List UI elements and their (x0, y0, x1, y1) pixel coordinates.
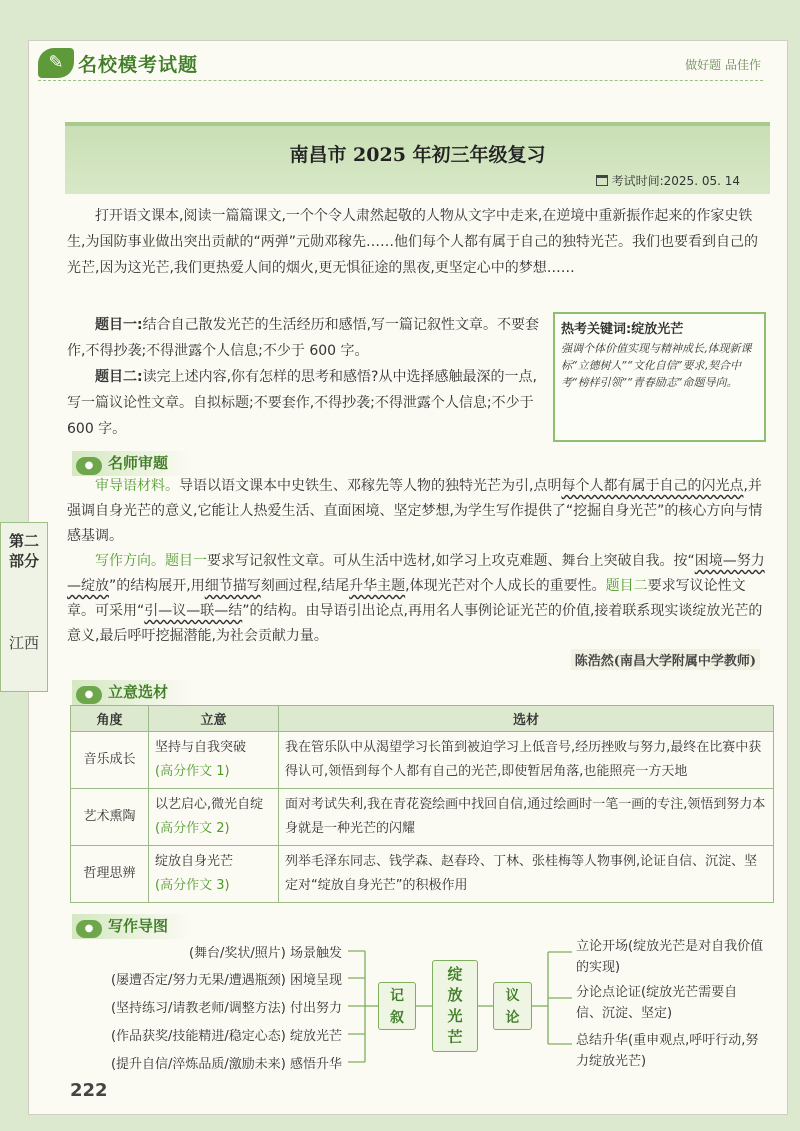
table-header-angle: 角度 (71, 706, 149, 732)
section-badge-icon: ● (76, 920, 102, 938)
mindmap-left-item (111, 969, 342, 988)
question-one-text: 结合自己散发光芒的生活经历和感悟,写一篇记叙性文章。不要套作,不得抄袭;不得泄露个人信息;不少于 600 字。 (67, 317, 540, 359)
section-mindmap-title: 写作导图 (108, 917, 169, 935)
pen-logo-icon: ✎ (38, 48, 74, 78)
review-label-material: 审导语材料。 (95, 478, 179, 494)
table-cell-angle: 音乐成长 (71, 732, 149, 789)
side-part-label: 第二部分 (8, 532, 39, 570)
review-text: ,体现光芒对个人成长的重要性。 (405, 578, 606, 594)
review-text: 要求写议论性文章。可采用“ (67, 578, 746, 619)
table-cell-angle: 艺术熏陶 (71, 789, 149, 846)
mindmap-left-item (111, 1025, 342, 1044)
exam-time-text: 考试时间:2025. 05. 14 (611, 174, 740, 188)
mindmap-detail: (提升自信/淬炼品质/激励未来) (110, 1057, 286, 1072)
table-cell-material: 列举毛泽东同志、钱学森、赵春玲、丁林、张桂梅等人物事例,论证自信、沉淀、坚定对“绽放自身光芒”的积极作用 (279, 846, 774, 903)
section-title: 名校模考试题 (78, 54, 199, 76)
review-q1-ref: 题目一 (165, 553, 207, 569)
review-text: ”的结构。由导语引出论点,再用名人事例论证光芒的价值,接着联系现实谈绽放光芒的意义,最后呼吁挖掘潜能,为社会贡献力量。 (67, 603, 763, 644)
wavy-emphasis: 困境—努力—绽放 (67, 553, 765, 594)
section-badge-icon: ● (76, 686, 102, 704)
section-badge-icon: ● (76, 457, 102, 475)
prompt-intro: 打开语文课本,阅读一篇篇课文,一个个令人肃然起敬的人物从文字中走来,在逆境中重新振作起来的作家史铁生,为国防事业做出突出贡献的“两弹”元勋邓稼先……他们每个人都有属于自己的独特光芒。我们也要看到自己的光芒,因为这光芒,我们更热爱人间的烟火,更无惧征途的黑夜,更坚定心中的梦想…… (67, 208, 758, 276)
section-review-title: 名师审题 (108, 454, 169, 472)
mindmap-stage: 场景触发 (289, 946, 342, 961)
mindmap-detail: (坚持练习/请教老师/调整方法) (110, 1001, 286, 1016)
question-one-label: 题目一: (95, 317, 143, 333)
header-slogan: 做好题 品佳作 (685, 58, 761, 72)
review-text: 导语以语文课本中史铁生、邓稼先等人物的独特光芒为引,点明 (179, 478, 562, 494)
mindmap-narrative-label: 记叙 (390, 988, 404, 1026)
section-selection-title: 立意选材 (108, 683, 169, 701)
review-text: 刻画过程,结尾 (260, 578, 350, 594)
mindmap-center-label: 绽放光芒 (447, 965, 463, 1046)
mindmap-stage: 感悟升华 (289, 1057, 342, 1072)
review-label-direction: 写作方向。 (95, 553, 165, 569)
mindmap-center-box (432, 960, 478, 1052)
mindmap-stage: 绽放光芒 (289, 1029, 342, 1044)
idea-ref: (高分作文 2) (155, 821, 230, 836)
mindmap-detail: (舞台/奖状/照片) (188, 946, 286, 961)
idea-ref: (高分作文 3) (155, 878, 230, 893)
table-cell-material: 我在管乐队中从渴望学习长笛到被迫学习上低音号,经历挫败与努力,最终在比赛中获得认可,领悟到每个人都有自己的光芒,即使暂居角落,也能照亮一方天地 (279, 732, 774, 789)
question-two-text: 读完上述内容,你有怎样的思考和感悟?从中选择感触最深的一点,写一篇议论性文章。自拟标题;不要套作,不得抄袭;不得泄露个人信息;不少于 600 字。 (67, 369, 537, 437)
mindmap-detail: (作品获奖/技能精进/稳定心态) (110, 1029, 286, 1044)
mindmap-argument-label: 议论 (505, 988, 520, 1026)
wavy-emphasis: 细节描写 (204, 578, 261, 594)
mindmap-right-item: 立论开场(绽放光芒是对自我价值的实现) (576, 939, 764, 975)
mindmap-stage: 困境呈现 (289, 973, 342, 988)
mindmap-right-item: 分论点论证(绽放光芒需要自信、沉淀、坚定) (576, 985, 738, 1021)
keyword-body: 强调个体价值实现与精神成长,体现新课标“立德树人”“文化自信”要求,契合中考“榜样引领”“青春励志”命题导向。 (561, 342, 752, 389)
review-text: ”的结构展开,用 (109, 578, 205, 594)
mindmap-left-item (111, 1053, 342, 1072)
mindmap-detail: (屡遭否定/努力无果/遭遇瓶颈) (110, 973, 286, 988)
mindmap-right-item: 总结升华(重申观点,呼吁行动,努力绽放光芒) (576, 1033, 759, 1069)
page-number: 222 (70, 1080, 108, 1101)
idea-text: 绽放自身光芒 (155, 854, 234, 869)
wavy-emphasis: 每个人都有属于自己的闪光点 (561, 478, 744, 494)
mindmap-argument-box (493, 982, 532, 1030)
exam-title: 南昌市 2025 年初三年级复习 (289, 144, 546, 166)
table-header-idea: 立意 (149, 706, 279, 732)
wavy-emphasis: 升华主题 (349, 578, 406, 594)
wavy-emphasis: 引—议—联—结 (144, 603, 243, 619)
question-two-label: 题目二: (95, 369, 143, 385)
review-q2-ref: 题目二 (605, 578, 648, 594)
idea-text: 以艺启心,微光自绽 (155, 797, 264, 812)
mindmap-stage: 付出努力 (289, 1001, 342, 1016)
table-cell-material: 面对考试失利,我在青花瓷绘画中找回自信,通过绘画时一笔一画的专注,领悟到努力本身就是一种光芒的闪耀 (279, 789, 774, 846)
mindmap-narrative-box (378, 982, 416, 1030)
side-region-label: 江西 (8, 634, 39, 652)
idea-text: 坚持与自我突破 (155, 740, 247, 755)
keyword-title: 热考关键词:绽放光芒 (561, 322, 684, 337)
mindmap-left-item (111, 997, 342, 1016)
table-header-material: 选材 (279, 706, 774, 732)
idea-ref: (高分作文 1) (155, 764, 230, 779)
table-cell-angle: 哲理思辨 (71, 846, 149, 903)
review-text: 要求写记叙性文章。可从生活中选材,如学习上攻克难题、舞台上突破自我。按“ (207, 553, 695, 569)
teacher-credit: 陈浩然(南昌大学附属中学教师) (571, 649, 760, 670)
review-text: ,并强调自身光芒的意义,它能让人热爱生活、直面困境、坚定梦想,为学生写作提供了“挖掘自身光芒”的核心方向与情感基调。 (67, 478, 763, 544)
mindmap-left-item (189, 942, 342, 961)
